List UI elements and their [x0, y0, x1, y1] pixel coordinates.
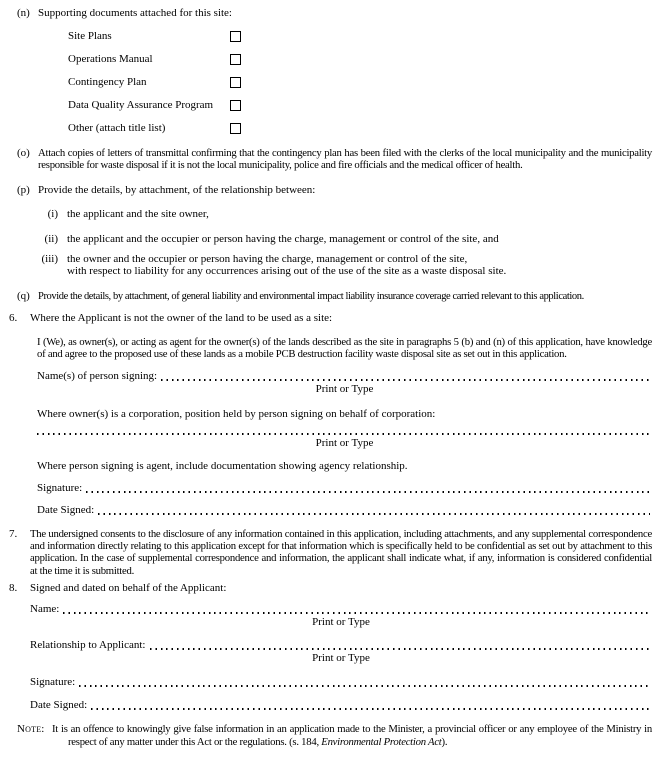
date-signed-label-8: Date Signed: [30, 699, 88, 712]
item-i-text: the applicant and the site owner, [67, 207, 209, 220]
section-8-number: 8. [9, 582, 18, 595]
date-signed-label-6: Date Signed: [37, 503, 95, 516]
date-signed-input-line-6[interactable] [98, 513, 650, 515]
name-signing-input-line[interactable] [161, 379, 650, 381]
item-iii-text-line2: with respect to liability for any occurrences arising out of the use of the site as a waste disposal site. [67, 265, 507, 278]
section-7-number: 7. [9, 527, 18, 540]
section-p-title: Provide the details, by attachment, of the relationship between: [38, 183, 316, 196]
item-i-number: (i) [47, 207, 58, 220]
signature-field-8 [30, 676, 652, 689]
section-8 [9, 582, 652, 712]
operations-manual-checkbox[interactable] [230, 54, 241, 65]
relationship-input-line[interactable] [150, 648, 651, 650]
site-plans-checkbox[interactable] [230, 31, 241, 42]
note-act-title: Environmental Protection Act [321, 735, 442, 748]
item-ii-number: (ii) [44, 232, 58, 245]
relationship-item-iii [38, 253, 652, 278]
section-q-text: Provide the details, by attachment, of general liability and environmental impact liability insurance coverage carried relevant to this application. [38, 291, 584, 302]
item-iii-number: (iii) [41, 252, 58, 265]
date-signed-field-8 [30, 699, 652, 712]
section-o-text: Attach copies of letters of transmittal confirming that the contingency plan has been filed with the clerks of the local municipality and the municipality responsible for waste disposal if it is not the local municipality, police and fire officials and the medical officer of health. [38, 147, 652, 172]
applicant-name-field [30, 603, 652, 629]
relationship-label: Relationship to Applicant: [30, 639, 146, 652]
section-7-text: The undersigned consents to the disclosure of any information contained in this application, including attachments, and any supplemental correspondence and information directly relating to this application except for that information which is specifically held to be confidential as set out by attachment to this application. In the case of supplemental correspondence and information, the applicant shall indicate what, if any, information is considered confidential at the time it is submitted. [30, 527, 652, 577]
corporation-text: Where owner(s) is a corporation, position held by person signing on behalf of corporation: [37, 407, 436, 420]
section-6-title: Where the Applicant is not the owner of the land to be used as a site: [30, 312, 333, 324]
applicant-name-input-line[interactable] [63, 612, 650, 614]
applicant-name-hint: Print or Type [312, 616, 370, 629]
section-8-title: Signed and dated on behalf of the Applicant: [30, 582, 227, 595]
section-o-label: (o) [17, 147, 30, 159]
checkbox-row-site-plans [68, 30, 652, 43]
other-checkbox[interactable] [230, 123, 241, 134]
relationship-item-ii [38, 233, 652, 246]
signature-input-line-8[interactable] [79, 685, 650, 687]
date-signed-input-line-8[interactable] [91, 708, 650, 710]
note-text [52, 723, 652, 748]
data-quality-label: Data Quality Assurance Program [68, 99, 214, 111]
section-n-title: Supporting documents attached for this site: [38, 7, 232, 19]
section-o [17, 147, 652, 172]
contingency-plan-checkbox[interactable] [230, 77, 241, 88]
name-signing-hint: Print or Type [315, 382, 374, 395]
section-n-label: (n) [17, 7, 30, 19]
checkbox-row-other [68, 122, 652, 135]
contingency-plan-label: Contingency Plan [68, 76, 147, 88]
signature-field-6 [37, 482, 652, 495]
section-q [17, 290, 652, 303]
note-section [17, 723, 652, 748]
checkbox-row-data-quality [68, 99, 652, 112]
relationship-field [30, 639, 652, 665]
name-signing-label: Name(s) of person signing: [37, 369, 158, 382]
item-ii-text: the applicant and the occupier or person having the charge, management or control of the site, and [67, 232, 499, 245]
owner-declaration-text: I (We), as owner(s), or acting as agent for the owner(s) of the lands described as the site in paragraphs 5 (b) and (n) of this application, have knowledge of and agree to the proposed use of these lands as a mobile PCB destruction facility waste disposal site as set out in this application. [37, 336, 652, 361]
note-label: Note: [17, 723, 45, 736]
data-quality-checkbox[interactable] [230, 100, 241, 111]
section-p-label: (p) [17, 183, 30, 196]
relationship-item-i [38, 208, 652, 221]
section-6-number: 6. [9, 312, 18, 324]
relationship-hint: Print or Type [312, 652, 370, 665]
corporation-position-hint: Print or Type [315, 436, 374, 449]
item-iii-text-line1: the owner and the occupier or person having the charge, management or control of the site, [67, 252, 468, 265]
signature-label-8: Signature: [30, 676, 76, 689]
signature-label-6: Signature: [37, 481, 83, 494]
note-text-after: ). [441, 735, 448, 748]
site-plans-label: Site Plans [68, 30, 112, 42]
corporation-position-field [37, 433, 652, 450]
section-n [17, 7, 652, 135]
checkbox-row-contingency-plan [68, 76, 652, 89]
date-signed-field-6 [37, 504, 652, 517]
other-label: Other (attach title list) [68, 122, 166, 134]
section-q-label: (q) [17, 290, 30, 302]
name-signing-field [37, 370, 652, 396]
applicant-name-label: Name: [30, 603, 60, 616]
section-7 [9, 528, 652, 578]
operations-manual-label: Operations Manual [68, 53, 153, 65]
note-text-before: It is an offence to knowingly give false information in an application made to the Minister, a provincial officer or any employee of the Ministry in respect of any matter under this Act or the regulations. (s. 184, [52, 723, 652, 748]
section-6 [9, 312, 652, 517]
corporation-position-input-line[interactable] [37, 433, 650, 435]
section-p [17, 184, 652, 278]
checkbox-row-operations-manual [68, 53, 652, 66]
agent-documentation-text: Where person signing is agent, include documentation showing agency relationship. [37, 459, 408, 472]
signature-input-line-6[interactable] [86, 491, 650, 493]
